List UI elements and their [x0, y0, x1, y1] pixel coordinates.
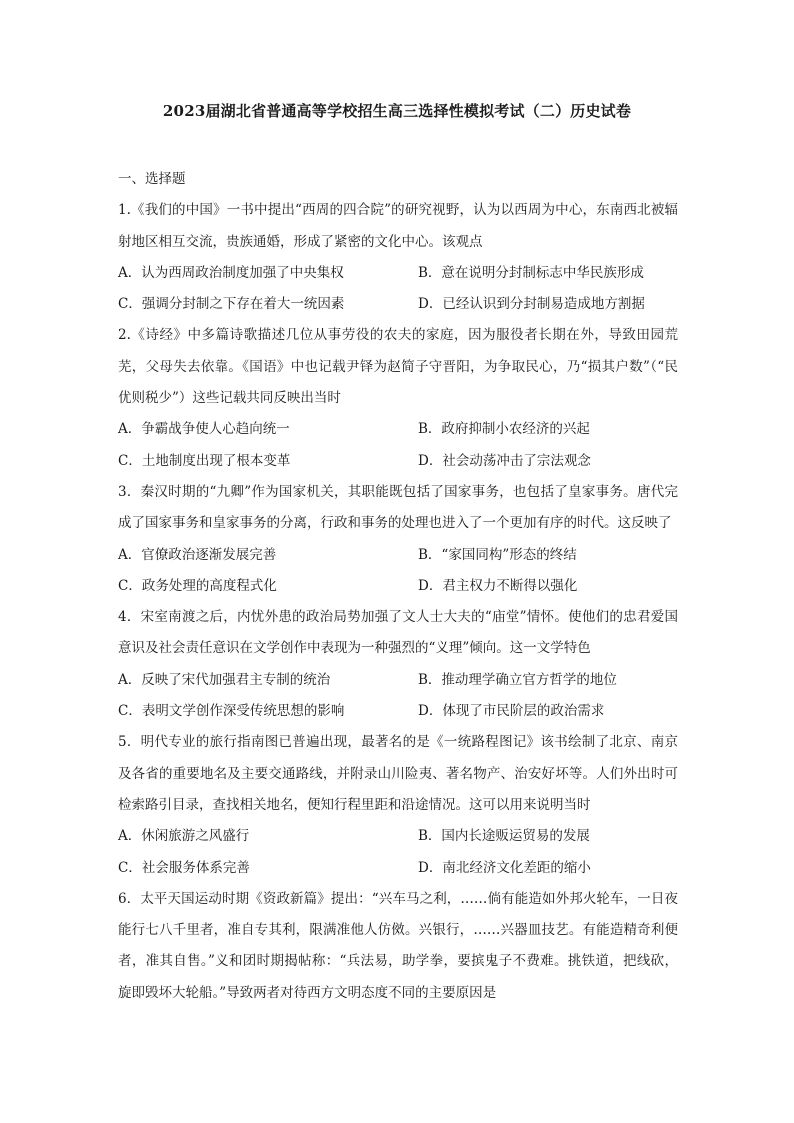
- question-2: [118, 320, 678, 476]
- option-b: B．推动理学确立官方哲学的地位: [418, 671, 617, 688]
- option-a: A．休闲旅游之风盛行: [118, 828, 250, 845]
- option-row: [118, 571, 678, 602]
- option-c: C．社会服务体系完善: [118, 859, 250, 876]
- option-row: [118, 821, 678, 852]
- option-a: A．认为西周政治制度加强了中央集权: [118, 264, 344, 281]
- option-d: D．社会动荡冲击了宗法观念: [418, 452, 591, 469]
- question-stem: 6．太平天国运动时期《资政新篇》提出：“兴车马之利，……倘有能造如外邦火轮车，一日夜能行七八千里者，准自专其利，限满准他人仿傚。兴银行，……兴器皿技艺。有能造精奇利便者，准其自售。”义和团时期揭帖称：“兵法易，助学拳，要摈鬼子不费难。挑铁道，把线砍，旋即毁坏大轮船。”导致两者对待西方文明态度不同的主要原因是: [118, 890, 678, 1001]
- option-b: B．“家国同构”形态的终结: [418, 546, 577, 563]
- option-d: D．君主权力不断得以强化: [418, 577, 578, 594]
- option-c: C．土地制度出现了根本变革: [118, 452, 291, 469]
- option-row: [118, 540, 678, 571]
- question-stem: 4．宋室南渡之后，内忧外患的政治局势加强了文人士大夫的“庙堂”情怀。使他们的忠君爱国意识及社会责任意识在文学创作中表现为一种强烈的“义理”倾向。这一文学特色: [118, 609, 678, 657]
- option-c: C．政务处理的高度程式化: [118, 577, 277, 594]
- option-row: [118, 258, 678, 289]
- question-6: [118, 884, 678, 1009]
- question-4: [118, 602, 678, 727]
- option-row: [118, 696, 678, 727]
- option-row: [118, 414, 678, 445]
- question-stem: 5．明代专业的旅行指南图已普遍出现，最著名的是《一统路程图记》该书绘制了北京、南京及各省的重要地名及主要交通路线，并附录山川险夷、著名物产、治安好坏等。人们外出时可检索路引目录，查找相关地名，便知行程里距和沿途情况。这可以用来说明当时: [118, 734, 678, 813]
- question-stem: 1.《我们的中国》一书中提出“西周的四合院”的研究视野，认为以西周为中心，东南西北被辐射地区相互交流，贵族通婚，形成了紧密的文化中心。该观点: [118, 202, 678, 250]
- option-d: D．体现了市民阶层的政治需求: [418, 703, 605, 720]
- option-row: [118, 289, 678, 320]
- option-a: A．官僚政治逐渐发展完善: [118, 546, 277, 563]
- option-b: B．政府抑制小农经济的兴起: [418, 421, 590, 438]
- question-5: [118, 727, 678, 883]
- option-d: D．已经认识到分封制易造成地方割据: [418, 296, 645, 313]
- option-c: C．强调分封制之下存在着大一统因素: [118, 296, 345, 313]
- option-b: B．国内长途贩运贸易的发展: [418, 828, 590, 845]
- option-a: A．争霸战争使人心趋向统一: [118, 421, 290, 438]
- question-1: [118, 195, 678, 320]
- option-c: C．表明文学创作深受传统思想的影响: [118, 703, 345, 720]
- option-row: [118, 853, 678, 884]
- page-title: 2023届湖北省普通高等学校招生高三选择性模拟考试（二）历史试卷: [162, 102, 632, 120]
- question-3: [118, 477, 678, 602]
- option-row: [118, 446, 678, 477]
- question-stem: 3．秦汉时期的“九卿”作为国家机关，其职能既包括了国家事务，也包括了皇家事务。唐代完成了国家事务和皇家事务的分离，行政和事务的处理也进入了一个更加有序的时代。这反映了: [118, 483, 678, 532]
- option-a: A．反映了宋代加强君主专制的统治: [118, 671, 331, 688]
- exam-content: [118, 164, 678, 1009]
- option-row: [118, 665, 678, 696]
- section-heading: 一、选择题: [118, 171, 186, 187]
- option-d: D．南北经济文化差距的缩小: [418, 859, 591, 876]
- question-stem: 2.《诗经》中多篇诗歌描述几位从事劳役的农夫的家庭，因为服役者长期在外，导致田园荒芜，父母失去依靠。《国语》中也记载尹铎为赵简子守晋阳，为争取民心，乃“损其户数”（“民优则税少”）这些记载共同反映出当时: [118, 327, 678, 407]
- option-b: B．意在说明分封制标志中华民族形成: [418, 264, 644, 281]
